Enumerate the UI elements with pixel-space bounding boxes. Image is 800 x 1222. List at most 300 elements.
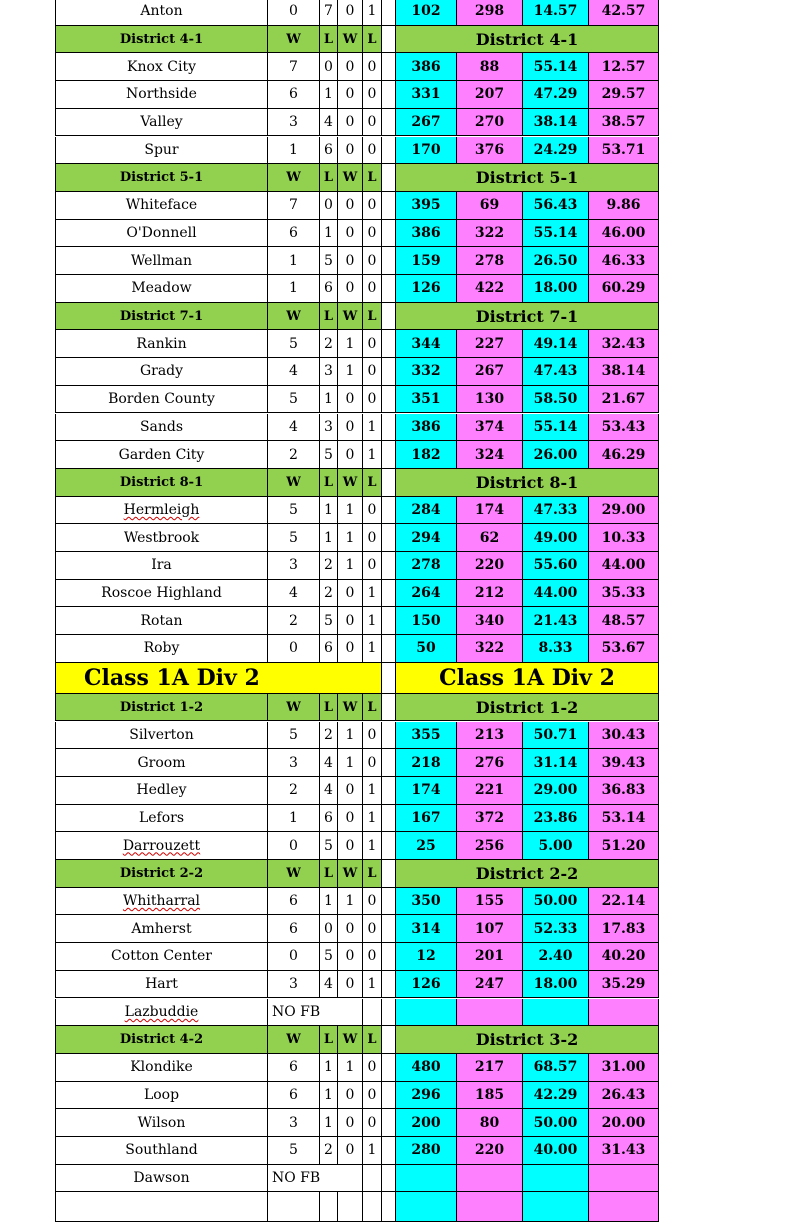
wins-cell[interactable]: 6 — [268, 915, 320, 943]
wins-cell[interactable]: 5 — [268, 722, 320, 750]
avg-points-against-cell[interactable]: 17.83 — [589, 915, 659, 943]
district-header-right[interactable]: District 1-2 — [396, 694, 659, 722]
playoff-losses-header[interactable]: L — [363, 303, 382, 331]
avg-points-against-cell[interactable]: 31.00 — [589, 1054, 659, 1082]
spacer-cell[interactable] — [382, 635, 396, 663]
spacer-cell[interactable] — [382, 580, 396, 608]
avg-points-against-cell[interactable] — [589, 1165, 659, 1193]
playoff-wins-cell[interactable]: 0 — [338, 607, 363, 635]
spacer-cell[interactable] — [382, 26, 396, 54]
losses-cell[interactable]: 4 — [320, 971, 338, 999]
district-header-right[interactable]: District 3-2 — [396, 1026, 659, 1054]
points-against-cell[interactable]: 324 — [457, 441, 523, 469]
playoff-wins-cell[interactable]: 0 — [338, 441, 363, 469]
playoff-wins-cell[interactable]: 1 — [338, 358, 363, 386]
district-header-left[interactable]: District 1-2 — [55, 694, 268, 722]
points-against-cell[interactable] — [457, 1165, 523, 1193]
points-for-cell[interactable]: 12 — [396, 943, 457, 971]
points-for-cell[interactable]: 386 — [396, 414, 457, 442]
spacer-cell[interactable] — [382, 1165, 396, 1193]
playoff-losses-cell[interactable]: 0 — [363, 386, 382, 414]
spacer-cell[interactable] — [382, 469, 396, 497]
wins-cell[interactable]: 3 — [268, 1109, 320, 1137]
losses-cell[interactable]: 0 — [320, 53, 338, 81]
team-name-cell[interactable] — [55, 1165, 268, 1193]
team-name-cell[interactable] — [55, 247, 268, 275]
losses-cell[interactable]: 2 — [320, 580, 338, 608]
playoff-wins-cell[interactable]: 0 — [338, 635, 363, 663]
team-name-cell[interactable] — [55, 971, 268, 999]
playoff-losses-header[interactable]: L — [363, 469, 382, 497]
spacer-cell[interactable] — [382, 414, 396, 442]
spacer-cell[interactable] — [382, 607, 396, 635]
points-against-cell[interactable]: 270 — [457, 109, 523, 137]
spacer-cell[interactable] — [382, 109, 396, 137]
team-name-cell[interactable] — [55, 497, 268, 525]
wins-cell[interactable]: 6 — [268, 1054, 320, 1082]
avg-points-against-cell[interactable]: 38.14 — [589, 358, 659, 386]
avg-points-against-cell[interactable]: 30.43 — [589, 722, 659, 750]
losses-cell[interactable]: 1 — [320, 1082, 338, 1110]
spacer-cell[interactable] — [382, 915, 396, 943]
avg-points-against-cell[interactable]: 51.20 — [589, 832, 659, 860]
avg-points-for-cell[interactable]: 55.14 — [523, 53, 589, 81]
wins-cell[interactable]: 5 — [268, 386, 320, 414]
playoff-wins-cell[interactable]: 0 — [338, 414, 363, 442]
playoff-losses-cell[interactable]: 0 — [363, 497, 382, 525]
spacer-cell[interactable] — [382, 805, 396, 833]
avg-points-for-cell[interactable]: 50.00 — [523, 1109, 589, 1137]
avg-points-against-cell[interactable]: 10.33 — [589, 524, 659, 552]
points-against-cell[interactable]: 201 — [457, 943, 523, 971]
wins-cell[interactable]: 6 — [268, 220, 320, 248]
playoff-losses-header[interactable]: L — [363, 860, 382, 888]
avg-points-against-cell[interactable]: 53.71 — [589, 137, 659, 165]
losses-cell[interactable]: 3 — [320, 358, 338, 386]
district-header-left[interactable]: District 8-1 — [55, 469, 268, 497]
playoff-wins-cell[interactable]: 1 — [338, 524, 363, 552]
spacer-cell[interactable] — [382, 358, 396, 386]
spacer-cell[interactable] — [382, 497, 396, 525]
wins-cell[interactable]: 3 — [268, 971, 320, 999]
avg-points-against-cell[interactable]: 46.00 — [589, 220, 659, 248]
losses-cell[interactable]: 6 — [320, 805, 338, 833]
losses-cell[interactable]: 4 — [320, 777, 338, 805]
points-against-cell[interactable]: 247 — [457, 971, 523, 999]
district-header-left[interactable]: District 2-2 — [55, 860, 268, 888]
avg-points-for-cell[interactable]: 8.33 — [523, 635, 589, 663]
losses-cell[interactable]: 4 — [320, 749, 338, 777]
losses-cell[interactable]: 1 — [320, 524, 338, 552]
wins-cell[interactable]: 7 — [268, 53, 320, 81]
losses-header[interactable]: L — [320, 1026, 338, 1054]
avg-points-for-cell[interactable]: 55.14 — [523, 414, 589, 442]
playoff-losses-cell[interactable]: 0 — [363, 943, 382, 971]
points-against-cell[interactable]: 155 — [457, 888, 523, 916]
playoff-losses-cell[interactable]: 0 — [363, 330, 382, 358]
team-name-cell[interactable] — [55, 81, 268, 109]
spacer-cell[interactable] — [382, 663, 396, 694]
spacer-cell[interactable] — [382, 220, 396, 248]
team-name-cell[interactable] — [55, 53, 268, 81]
points-for-cell[interactable]: 294 — [396, 524, 457, 552]
avg-points-for-cell[interactable]: 14.57 — [523, 0, 589, 26]
team-name-cell[interactable] — [55, 414, 268, 442]
losses-header[interactable]: L — [320, 860, 338, 888]
district-header-right[interactable]: District 2-2 — [396, 860, 659, 888]
playoff-wins-cell[interactable] — [338, 1165, 363, 1193]
wins-cell[interactable]: 1 — [268, 805, 320, 833]
points-against-cell[interactable]: 107 — [457, 915, 523, 943]
team-name-cell[interactable] — [55, 1109, 268, 1137]
losses-cell[interactable]: 6 — [320, 635, 338, 663]
spacer-cell[interactable] — [382, 777, 396, 805]
avg-points-against-cell[interactable]: 46.29 — [589, 441, 659, 469]
losses-cell[interactable]: 1 — [320, 888, 338, 916]
avg-points-for-cell[interactable]: 5.00 — [523, 832, 589, 860]
no-football-note[interactable]: NO FB — [268, 1165, 338, 1193]
avg-points-against-cell[interactable]: 46.33 — [589, 247, 659, 275]
district-header-right[interactable]: District 5-1 — [396, 164, 659, 192]
points-for-cell[interactable]: 480 — [396, 1054, 457, 1082]
points-against-cell[interactable]: 220 — [457, 552, 523, 580]
wins-cell[interactable]: 2 — [268, 607, 320, 635]
losses-cell[interactable]: 6 — [320, 137, 338, 165]
points-for-cell[interactable]: 314 — [396, 915, 457, 943]
wins-cell[interactable]: 1 — [268, 137, 320, 165]
playoff-wins-cell[interactable]: 0 — [338, 943, 363, 971]
spacer-cell[interactable] — [382, 164, 396, 192]
avg-points-for-cell[interactable]: 50.00 — [523, 888, 589, 916]
points-against-cell[interactable] — [457, 1192, 523, 1222]
team-name-cell[interactable] — [55, 220, 268, 248]
spacer-cell[interactable] — [382, 1054, 396, 1082]
playoff-losses-cell[interactable]: 0 — [363, 524, 382, 552]
spacer-cell[interactable] — [382, 694, 396, 722]
playoff-wins-cell[interactable]: 0 — [338, 192, 363, 220]
points-for-cell[interactable]: 395 — [396, 192, 457, 220]
playoff-wins-cell[interactable]: 1 — [338, 888, 363, 916]
points-for-cell[interactable]: 331 — [396, 81, 457, 109]
team-name-cell[interactable] — [55, 0, 268, 26]
losses-cell[interactable]: 1 — [320, 1109, 338, 1137]
avg-points-for-cell[interactable]: 40.00 — [523, 1137, 589, 1165]
wins-cell[interactable]: 6 — [268, 81, 320, 109]
district-header-right[interactable]: District 4-1 — [396, 26, 659, 54]
team-name-cell[interactable] — [55, 888, 268, 916]
playoff-losses-cell[interactable]: 1 — [363, 777, 382, 805]
spacer-cell[interactable] — [382, 1192, 396, 1222]
playoff-losses-cell[interactable]: 0 — [363, 888, 382, 916]
spacer-cell[interactable] — [382, 441, 396, 469]
playoff-wins-cell[interactable]: 1 — [338, 330, 363, 358]
spacer-cell[interactable] — [382, 832, 396, 860]
playoff-wins-cell[interactable] — [338, 1192, 363, 1222]
spacer-cell[interactable] — [382, 971, 396, 999]
playoff-losses-cell[interactable]: 0 — [363, 137, 382, 165]
playoff-wins-cell[interactable]: 0 — [338, 109, 363, 137]
playoff-losses-cell[interactable]: 0 — [363, 1109, 382, 1137]
avg-points-for-cell[interactable]: 31.14 — [523, 749, 589, 777]
playoff-wins-header[interactable]: W — [338, 26, 363, 54]
team-name-cell[interactable] — [55, 137, 268, 165]
playoff-losses-header[interactable]: L — [363, 694, 382, 722]
avg-points-for-cell[interactable]: 21.43 — [523, 607, 589, 635]
team-name-cell[interactable] — [55, 275, 268, 303]
points-for-cell[interactable]: 264 — [396, 580, 457, 608]
playoff-wins-header[interactable]: W — [338, 469, 363, 497]
points-for-cell[interactable]: 355 — [396, 722, 457, 750]
points-for-cell[interactable] — [396, 1192, 457, 1222]
avg-points-against-cell[interactable]: 38.57 — [589, 109, 659, 137]
spacer-cell[interactable] — [382, 722, 396, 750]
points-for-cell[interactable]: 126 — [396, 971, 457, 999]
wins-cell[interactable]: 4 — [268, 358, 320, 386]
spacer-cell[interactable] — [382, 888, 396, 916]
playoff-wins-cell[interactable]: 1 — [338, 722, 363, 750]
playoff-wins-cell[interactable]: 1 — [338, 1054, 363, 1082]
points-against-cell[interactable]: 372 — [457, 805, 523, 833]
district-header-left[interactable]: District 5-1 — [55, 164, 268, 192]
team-name-cell[interactable] — [55, 580, 268, 608]
avg-points-for-cell[interactable]: 55.14 — [523, 220, 589, 248]
points-for-cell[interactable]: 278 — [396, 552, 457, 580]
playoff-losses-cell[interactable]: 0 — [363, 358, 382, 386]
points-for-cell[interactable] — [396, 1165, 457, 1193]
points-against-cell[interactable]: 322 — [457, 635, 523, 663]
spacer-cell[interactable] — [382, 192, 396, 220]
wins-cell[interactable]: 5 — [268, 497, 320, 525]
avg-points-for-cell[interactable]: 18.00 — [523, 275, 589, 303]
spacer-cell[interactable] — [382, 386, 396, 414]
playoff-losses-cell[interactable]: 1 — [363, 1137, 382, 1165]
playoff-losses-cell[interactable]: 1 — [363, 635, 382, 663]
points-against-cell[interactable]: 220 — [457, 1137, 523, 1165]
points-for-cell[interactable]: 50 — [396, 635, 457, 663]
playoff-wins-cell[interactable]: 0 — [338, 1109, 363, 1137]
points-for-cell[interactable]: 126 — [396, 275, 457, 303]
spacer-cell[interactable] — [382, 0, 396, 26]
losses-header[interactable]: L — [320, 26, 338, 54]
district-header-left[interactable]: District 4-2 — [55, 1026, 268, 1054]
points-against-cell[interactable]: 374 — [457, 414, 523, 442]
wins-cell[interactable]: 6 — [268, 1082, 320, 1110]
losses-cell[interactable]: 5 — [320, 832, 338, 860]
wins-cell[interactable]: 3 — [268, 109, 320, 137]
points-against-cell[interactable]: 185 — [457, 1082, 523, 1110]
losses-cell[interactable]: 1 — [320, 220, 338, 248]
spacer-cell[interactable] — [382, 137, 396, 165]
playoff-losses-cell[interactable]: 0 — [363, 1082, 382, 1110]
points-for-cell[interactable]: 218 — [396, 749, 457, 777]
playoff-wins-cell[interactable]: 0 — [338, 81, 363, 109]
class-header-left[interactable]: Class 1A Div 2 — [55, 663, 382, 694]
points-for-cell[interactable]: 386 — [396, 220, 457, 248]
points-for-cell[interactable]: 344 — [396, 330, 457, 358]
team-name-cell[interactable] — [55, 524, 268, 552]
spacer-cell[interactable] — [382, 1082, 396, 1110]
no-football-note[interactable]: NO FB — [268, 999, 338, 1027]
avg-points-against-cell[interactable]: 42.57 — [589, 0, 659, 26]
losses-cell[interactable]: 5 — [320, 943, 338, 971]
team-name-cell[interactable] — [55, 832, 268, 860]
losses-cell[interactable]: 2 — [320, 330, 338, 358]
playoff-wins-cell[interactable]: 0 — [338, 1082, 363, 1110]
points-against-cell[interactable]: 130 — [457, 386, 523, 414]
points-against-cell[interactable]: 213 — [457, 722, 523, 750]
playoff-losses-cell[interactable]: 0 — [363, 749, 382, 777]
points-for-cell[interactable]: 102 — [396, 0, 457, 26]
playoff-wins-header[interactable]: W — [338, 694, 363, 722]
avg-points-for-cell[interactable]: 56.43 — [523, 192, 589, 220]
playoff-losses-cell[interactable]: 0 — [363, 247, 382, 275]
team-name-cell[interactable] — [55, 441, 268, 469]
losses-cell[interactable]: 0 — [320, 915, 338, 943]
avg-points-for-cell[interactable]: 47.43 — [523, 358, 589, 386]
playoff-losses-cell[interactable]: 1 — [363, 580, 382, 608]
wins-cell[interactable]: 4 — [268, 414, 320, 442]
losses-cell[interactable]: 6 — [320, 275, 338, 303]
avg-points-against-cell[interactable]: 36.83 — [589, 777, 659, 805]
losses-header[interactable]: L — [320, 303, 338, 331]
avg-points-for-cell[interactable]: 44.00 — [523, 580, 589, 608]
avg-points-for-cell[interactable]: 50.71 — [523, 722, 589, 750]
points-for-cell[interactable]: 350 — [396, 888, 457, 916]
losses-header[interactable]: L — [320, 694, 338, 722]
wins-cell[interactable]: 3 — [268, 749, 320, 777]
team-name-cell[interactable] — [55, 635, 268, 663]
spacer-cell[interactable] — [382, 81, 396, 109]
playoff-wins-header[interactable]: W — [338, 1026, 363, 1054]
avg-points-against-cell[interactable]: 29.00 — [589, 497, 659, 525]
points-against-cell[interactable]: 69 — [457, 192, 523, 220]
avg-points-for-cell[interactable]: 2.40 — [523, 943, 589, 971]
avg-points-against-cell[interactable]: 44.00 — [589, 552, 659, 580]
team-name-cell[interactable] — [55, 330, 268, 358]
points-against-cell[interactable]: 267 — [457, 358, 523, 386]
points-for-cell[interactable]: 267 — [396, 109, 457, 137]
playoff-wins-header[interactable]: W — [338, 860, 363, 888]
team-name-cell[interactable] — [55, 805, 268, 833]
team-name-cell[interactable] — [55, 722, 268, 750]
playoff-losses-header[interactable]: L — [363, 1026, 382, 1054]
points-against-cell[interactable]: 340 — [457, 607, 523, 635]
points-against-cell[interactable]: 227 — [457, 330, 523, 358]
avg-points-against-cell[interactable] — [589, 999, 659, 1027]
losses-cell[interactable]: 2 — [320, 722, 338, 750]
points-against-cell[interactable]: 298 — [457, 0, 523, 26]
team-name-cell[interactable] — [55, 552, 268, 580]
wins-cell[interactable]: 1 — [268, 247, 320, 275]
points-for-cell[interactable]: 150 — [396, 607, 457, 635]
points-for-cell[interactable]: 280 — [396, 1137, 457, 1165]
playoff-losses-cell[interactable]: 1 — [363, 607, 382, 635]
playoff-losses-cell[interactable]: 1 — [363, 441, 382, 469]
avg-points-for-cell[interactable]: 52.33 — [523, 915, 589, 943]
avg-points-against-cell[interactable]: 53.14 — [589, 805, 659, 833]
wins-cell[interactable]: 4 — [268, 580, 320, 608]
team-name-cell[interactable] — [55, 1137, 268, 1165]
team-name-cell[interactable] — [55, 1082, 268, 1110]
points-against-cell[interactable]: 80 — [457, 1109, 523, 1137]
spacer-cell[interactable] — [382, 303, 396, 331]
points-for-cell[interactable]: 174 — [396, 777, 457, 805]
playoff-losses-cell[interactable]: 0 — [363, 915, 382, 943]
points-against-cell[interactable]: 207 — [457, 81, 523, 109]
wins-header[interactable]: W — [268, 164, 320, 192]
avg-points-against-cell[interactable]: 35.29 — [589, 971, 659, 999]
wins-cell[interactable]: 0 — [268, 832, 320, 860]
avg-points-against-cell[interactable]: 53.43 — [589, 414, 659, 442]
avg-points-for-cell[interactable]: 26.50 — [523, 247, 589, 275]
team-name-cell[interactable] — [55, 749, 268, 777]
avg-points-against-cell[interactable]: 39.43 — [589, 749, 659, 777]
playoff-wins-cell[interactable]: 0 — [338, 220, 363, 248]
avg-points-for-cell[interactable]: 49.14 — [523, 330, 589, 358]
spacer-cell[interactable] — [382, 860, 396, 888]
wins-cell[interactable]: 1 — [268, 275, 320, 303]
losses-cell[interactable]: 1 — [320, 386, 338, 414]
points-against-cell[interactable]: 256 — [457, 832, 523, 860]
points-for-cell[interactable]: 332 — [396, 358, 457, 386]
playoff-losses-cell[interactable]: 0 — [363, 1054, 382, 1082]
avg-points-for-cell[interactable]: 38.14 — [523, 109, 589, 137]
playoff-wins-cell[interactable]: 0 — [338, 53, 363, 81]
avg-points-against-cell[interactable]: 32.43 — [589, 330, 659, 358]
wins-cell[interactable]: 2 — [268, 777, 320, 805]
team-name-cell[interactable] — [55, 386, 268, 414]
spacer-cell[interactable] — [382, 749, 396, 777]
losses-header[interactable]: L — [320, 469, 338, 497]
avg-points-against-cell[interactable]: 29.57 — [589, 81, 659, 109]
points-against-cell[interactable]: 212 — [457, 580, 523, 608]
playoff-losses-cell[interactable]: 0 — [363, 275, 382, 303]
wins-cell[interactable]: 6 — [268, 888, 320, 916]
points-against-cell[interactable]: 422 — [457, 275, 523, 303]
district-header-right[interactable]: District 7-1 — [396, 303, 659, 331]
avg-points-for-cell[interactable]: 68.57 — [523, 1054, 589, 1082]
playoff-wins-cell[interactable]: 0 — [338, 805, 363, 833]
losses-cell[interactable]: 5 — [320, 247, 338, 275]
wins-cell[interactable]: 5 — [268, 330, 320, 358]
team-name-cell[interactable] — [55, 999, 268, 1027]
points-against-cell[interactable]: 221 — [457, 777, 523, 805]
avg-points-against-cell[interactable]: 60.29 — [589, 275, 659, 303]
points-for-cell[interactable]: 386 — [396, 53, 457, 81]
wins-cell[interactable]: 3 — [268, 552, 320, 580]
points-against-cell[interactable]: 376 — [457, 137, 523, 165]
playoff-losses-cell[interactable]: 0 — [363, 81, 382, 109]
wins-cell[interactable]: 2 — [268, 441, 320, 469]
avg-points-against-cell[interactable]: 53.67 — [589, 635, 659, 663]
points-for-cell[interactable]: 170 — [396, 137, 457, 165]
avg-points-for-cell[interactable] — [523, 1192, 589, 1222]
avg-points-against-cell[interactable]: 22.14 — [589, 888, 659, 916]
playoff-losses-cell[interactable]: 0 — [363, 53, 382, 81]
points-against-cell[interactable]: 217 — [457, 1054, 523, 1082]
points-against-cell[interactable]: 278 — [457, 247, 523, 275]
wins-cell[interactable] — [268, 1192, 320, 1222]
points-against-cell[interactable]: 62 — [457, 524, 523, 552]
wins-header[interactable]: W — [268, 694, 320, 722]
spacer-cell[interactable] — [382, 999, 396, 1027]
playoff-losses-cell[interactable] — [363, 999, 382, 1027]
avg-points-for-cell[interactable]: 23.86 — [523, 805, 589, 833]
avg-points-for-cell[interactable]: 47.29 — [523, 81, 589, 109]
team-name-cell[interactable] — [55, 607, 268, 635]
avg-points-for-cell[interactable]: 42.29 — [523, 1082, 589, 1110]
playoff-wins-cell[interactable]: 0 — [338, 386, 363, 414]
